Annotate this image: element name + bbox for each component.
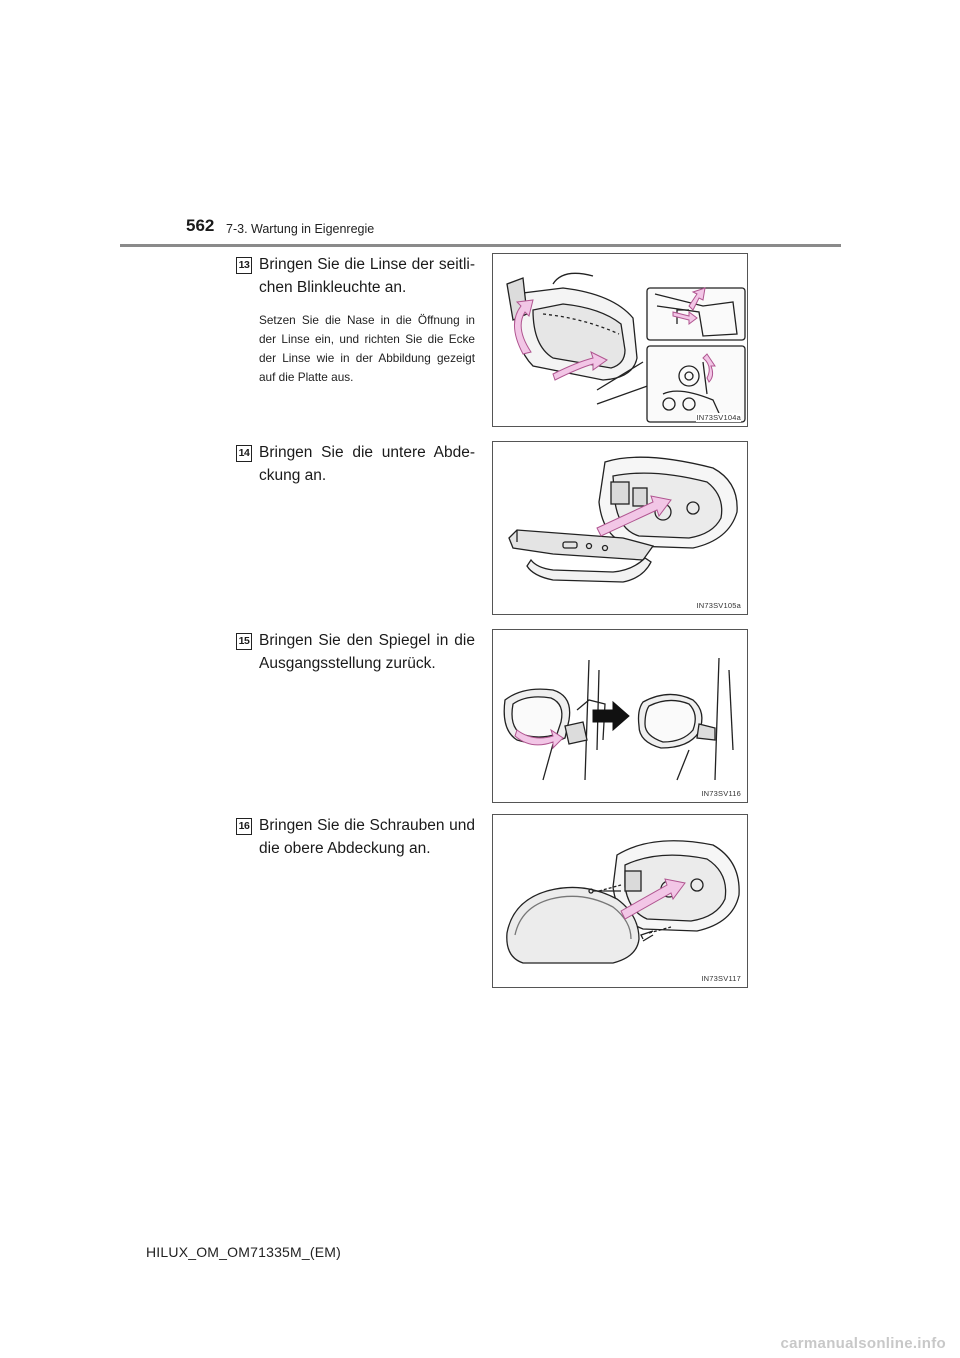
step-text — [259, 253, 475, 387]
lower-cover-illustration — [493, 442, 748, 615]
figure-lower-cover — [492, 441, 748, 615]
step-text — [259, 441, 475, 487]
page-number: 562 — [186, 216, 215, 235]
step-heading: Bringen Sie die Schrauben und die obere Abdeckung an. — [259, 817, 475, 857]
step-heading: Bringen Sie die Linse der seitli-chen Blinkleuchte an. — [259, 256, 475, 296]
watermark: carmanualsonline.info — [780, 1335, 946, 1352]
figure-code: IN73SV117 — [701, 974, 741, 983]
header-divider — [120, 244, 841, 247]
lens-illustration — [493, 254, 748, 427]
step-text — [259, 629, 475, 675]
figure-lens-installation — [492, 253, 748, 427]
step-heading: Bringen Sie den Spiegel in die Ausgangsstellung zurück. — [259, 632, 475, 672]
step-note: Setzen Sie die Nase in die Öffnung in der Linse ein, und richten Sie die Ecke der Linse wie in der Abbildung gezeigt auf die Platte aus. — [259, 313, 475, 384]
step-number-badge: 16 — [236, 818, 252, 835]
figure-code: IN73SV116 — [701, 789, 741, 798]
step-number-badge: 15 — [236, 633, 252, 650]
mirror-return-illustration — [493, 630, 748, 803]
upper-cover-illustration — [493, 815, 748, 988]
figure-upper-cover — [492, 814, 748, 988]
step-number-badge: 14 — [236, 445, 252, 462]
document-id: HILUX_OM_OM71335M_(EM) — [146, 1244, 342, 1260]
step-heading: Bringen Sie die untere Abde-ckung an. — [259, 444, 475, 484]
figure-mirror-return — [492, 629, 748, 803]
section-title: 7-3. Wartung in Eigenregie — [226, 222, 375, 236]
step-text — [259, 814, 475, 860]
figure-code: IN73SV104a — [696, 413, 741, 422]
step-number-badge: 13 — [236, 257, 252, 274]
figure-code: IN73SV105a — [696, 601, 741, 610]
